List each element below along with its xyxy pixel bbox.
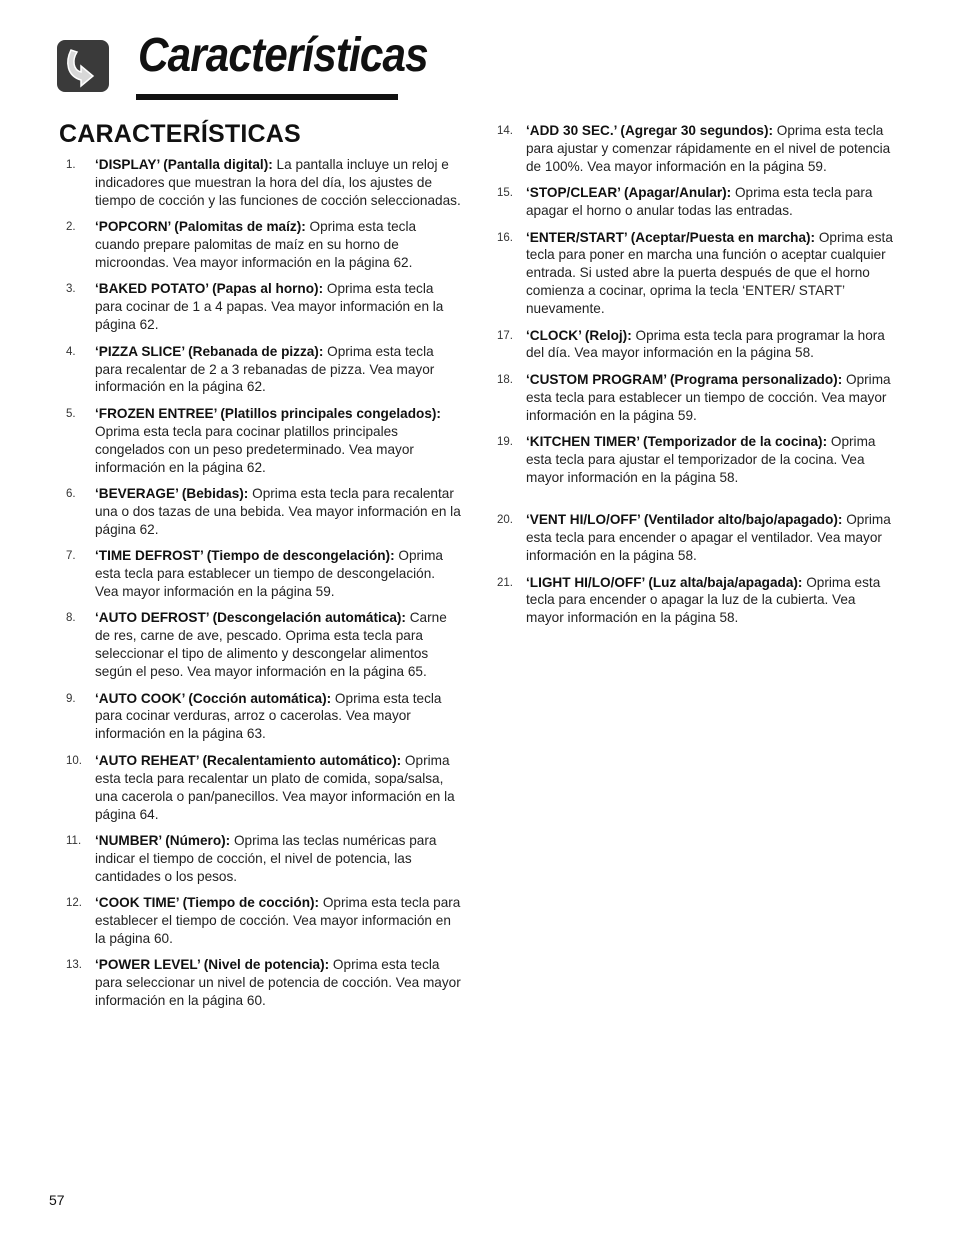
item-number: 5. xyxy=(66,407,76,420)
list-item xyxy=(66,832,461,886)
item-text: Oprima esta tecla para encender o apagar el ventilador. Vea mayor información en la página 58. xyxy=(526,512,891,564)
list-item xyxy=(497,511,897,565)
list-item xyxy=(497,574,897,628)
item-key: ‘AUTO REHEAT’ (Recalentamiento automático): xyxy=(95,752,402,768)
item-number: 18. xyxy=(497,373,513,386)
right-column xyxy=(497,122,897,636)
item-text: Oprima esta tecla para apagar el horno o anular todas las entradas. xyxy=(526,185,873,219)
item-key: ‘ADD 30 SEC.’ (Agregar 30 segundos): xyxy=(526,123,774,138)
item-key: ‘TIME DEFROST’ (Tiempo de descongelación): xyxy=(95,548,395,564)
spacer xyxy=(497,495,897,511)
list-item xyxy=(66,956,461,1010)
item-key: ‘STOP/CLEAR’ (Apagar/Anular): xyxy=(526,185,732,201)
item-text: Oprima esta tecla para encender o apagar la luz de la cubierta. Vea mayor información en la página 58. xyxy=(526,574,881,626)
item-number: 14. xyxy=(497,125,513,137)
item-text: Oprima esta tecla para cocinar verduras, arroz o cacerolas. Vea mayor información en la página 63. xyxy=(95,690,442,742)
list-item xyxy=(66,156,461,210)
item-number: 3. xyxy=(66,283,76,296)
item-key: ‘POPCORN’ (Palomitas de maíz): xyxy=(95,219,306,235)
item-key: ‘AUTO COOK’ (Cocción automática): xyxy=(95,690,332,706)
list-item xyxy=(66,894,461,948)
list-item xyxy=(497,327,897,363)
item-number: 1. xyxy=(66,159,76,171)
item-number: 16. xyxy=(497,231,513,244)
item-text: Oprima esta tecla para poner en marcha una función o aceptar cualquier entrada. Si usted abre la puerta después de que el horno comienza a cocinar, oprima la tecla ‘ENTER/ START’ nuevamente. xyxy=(526,229,893,317)
item-key: ‘FROZEN ENTREE’ (Platillos principales congelados): xyxy=(95,405,441,421)
page-number: 57 xyxy=(49,1192,65,1208)
item-number: 7. xyxy=(66,550,76,563)
item-text: Oprima esta tecla para establecer un tiempo de descongelación. Vea mayor información en la página 59. xyxy=(95,548,443,600)
item-key: ‘ENTER/START’ (Aceptar/Puesta en marcha): xyxy=(526,229,816,245)
list-item xyxy=(497,122,897,176)
item-key: ‘COOK TIME’ (Tiempo de cocción): xyxy=(95,895,320,911)
item-key: ‘VENT HI/LO/OFF’ (Ventilador alto/bajo/apagado): xyxy=(526,512,843,528)
item-key: ‘POWER LEVEL’ (Nivel de potencia): xyxy=(95,957,330,973)
item-number: 10. xyxy=(66,754,82,767)
left-column xyxy=(66,156,461,1019)
item-key: ‘BEVERAGE’ (Bebidas): xyxy=(95,486,249,501)
item-text: Oprima esta tecla cuando prepare palomitas de maíz en su horno de microondas. Vea mayor información en la página 62. xyxy=(95,219,417,271)
item-text: Oprima esta tecla para recalentar un plato de comida, sopa/salsa, una cacerola o pan/panecillos. Vea mayor información en la página 64. xyxy=(95,752,455,822)
list-item xyxy=(497,433,897,487)
item-number: 17. xyxy=(497,329,513,342)
list-item xyxy=(66,405,461,477)
item-text: Oprima esta tecla para recalentar una o dos tazas de una bebida. Vea mayor información en la página 62. xyxy=(95,486,461,537)
title-underline xyxy=(136,94,398,100)
item-text: Oprima esta tecla para ajustar el temporizador de la cocina. Vea mayor información en la página 58. xyxy=(526,434,876,485)
item-key: ‘KITCHEN TIMER’ (Temporizador de la cocina): xyxy=(526,434,828,450)
curved-arrow-icon xyxy=(57,40,109,92)
item-number: 12. xyxy=(66,897,82,910)
list-item xyxy=(497,371,897,425)
item-key: ‘PIZZA SLICE’ (Rebanada de pizza): xyxy=(95,343,324,359)
list-item xyxy=(66,280,461,334)
item-number: 15. xyxy=(497,187,513,200)
list-item xyxy=(66,609,461,681)
page-title: Características xyxy=(138,29,428,82)
item-text: Oprima esta tecla para cocinar de 1 a 4 papas. Vea mayor información en la página 62. xyxy=(95,281,444,333)
section-heading: CARACTERÍSTICAS xyxy=(59,120,301,148)
item-key: ‘BAKED POTATO’ (Papas al horno): xyxy=(95,281,324,297)
item-text: Oprima esta tecla para recalentar de 2 a 3 rebanadas de pizza. Vea mayor información en la página 62. xyxy=(95,343,435,395)
item-number: 20. xyxy=(497,514,513,527)
item-number: 21. xyxy=(497,576,513,589)
list-item xyxy=(66,752,461,824)
item-text: Oprima esta tecla para establecer un tiempo de cocción. Vea mayor información en la página 59. xyxy=(526,371,891,423)
item-text: La pantalla incluye un reloj e indicadores que muestran la hora del día, los ajustes de tiempo de cocción y las funciones de cocción seleccionadas. xyxy=(95,157,461,208)
item-text: Carne de res, carne de ave, pescado. Oprima esta tecla para seleccionar el tipo de alimento y descongelar alimentos según el peso. Vea mayor información en la página 65. xyxy=(95,610,447,680)
item-number: 19. xyxy=(497,436,513,449)
item-key: ‘CLOCK’ (Reloj): xyxy=(526,327,632,343)
list-item xyxy=(66,547,461,601)
item-key: ‘LIGHT HI/LO/OFF’ (Luz alta/baja/apagada): xyxy=(526,574,803,590)
item-text: Oprima esta tecla para seleccionar un nivel de potencia de cocción. Vea mayor información en la página 60. xyxy=(95,957,461,1009)
item-number: 11. xyxy=(66,834,82,847)
list-item xyxy=(66,485,461,539)
list-item xyxy=(497,184,897,220)
item-number: 6. xyxy=(66,488,76,500)
list-item xyxy=(497,229,897,319)
list-item xyxy=(66,690,461,744)
item-number: 2. xyxy=(66,221,76,234)
item-text: Oprima esta tecla para cocinar platillos principales congelados con un peso predeterminado. Vea mayor información en la página 62. xyxy=(95,423,414,475)
item-text: Oprima las teclas numéricas para indicar el tiempo de cocción, el nivel de potencia, las cantidades o los pesos. xyxy=(95,832,437,884)
list-item xyxy=(66,343,461,397)
item-number: 13. xyxy=(66,959,82,972)
list-item xyxy=(66,218,461,272)
item-key: ‘AUTO DEFROST’ (Descongelación automática): xyxy=(95,610,406,626)
item-key: ‘CUSTOM PROGRAM’ (Programa personalizado): xyxy=(526,371,843,387)
item-number: 8. xyxy=(66,612,76,625)
item-key: ‘NUMBER’ (Número): xyxy=(95,832,231,848)
item-text: Oprima esta tecla para programar la hora del día. Vea mayor información en la página 58. xyxy=(526,327,885,361)
item-key: ‘DISPLAY’ (Pantalla digital): xyxy=(95,157,273,172)
item-number: 4. xyxy=(66,345,76,358)
item-number: 9. xyxy=(66,692,76,705)
item-text: Oprima esta tecla para establecer el tiempo de cocción. Vea mayor información en la página 60. xyxy=(95,895,461,946)
item-text: Oprima esta tecla para ajustar y comenzar rápidamente en el nivel de potencia de 100%. Vea mayor información en la página 59. xyxy=(526,123,891,174)
